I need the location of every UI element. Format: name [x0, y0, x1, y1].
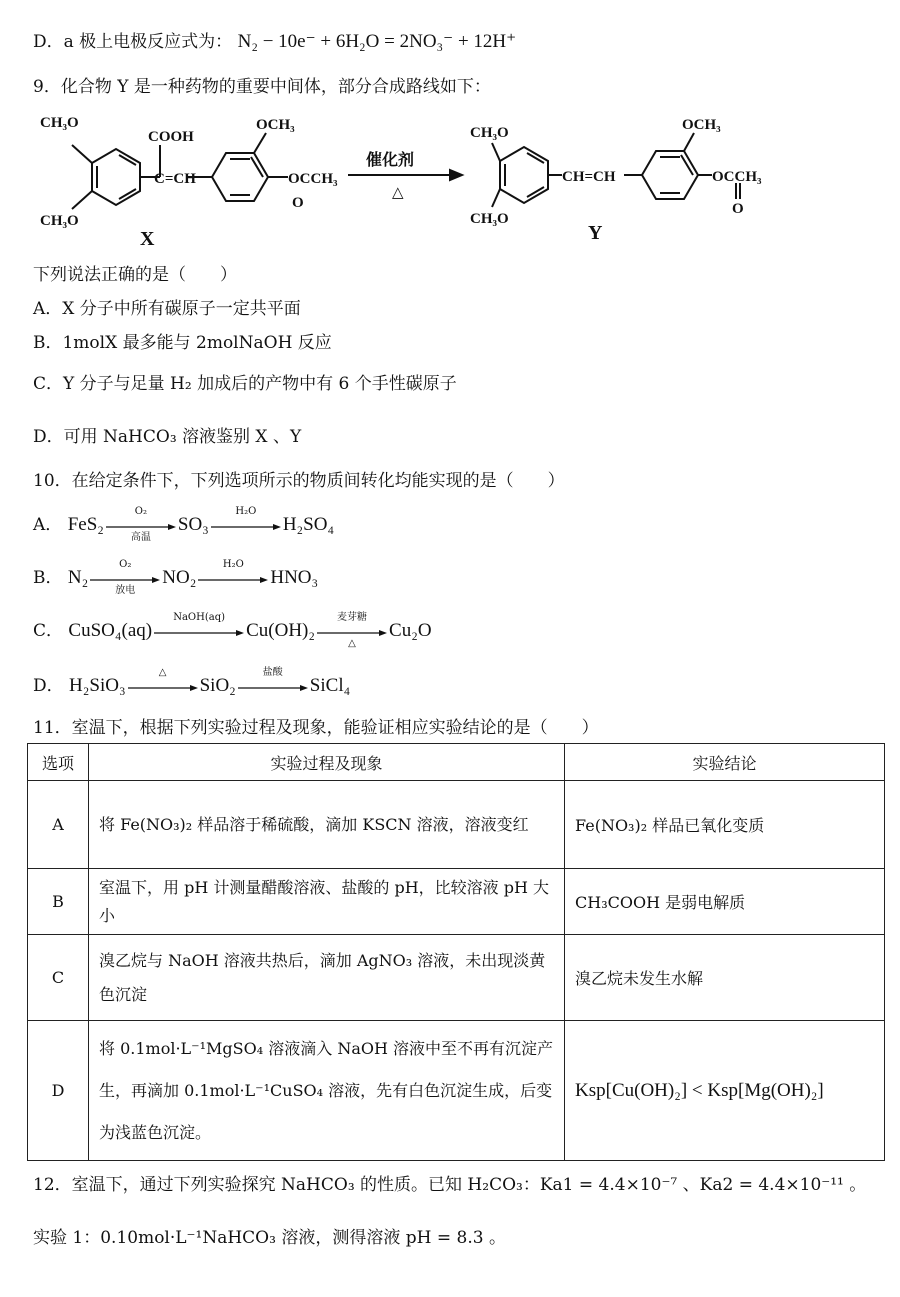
y-methoxy-bottom: CH₃O — [470, 211, 509, 227]
y-acetoxy: OCCH₃ — [712, 169, 762, 185]
y-benzene-ring-2 — [642, 151, 698, 199]
x-benzene-ring-1 — [92, 149, 140, 205]
q12-experiment-1: 实验 1：0.10mol·L⁻¹NaHCO₃ 溶液，测得溶液 pH = 8.3 。 — [33, 1228, 506, 1248]
reaction-arrow: O₂ 高温 — [106, 514, 176, 538]
reaction-arrow: 盐酸 — [238, 675, 308, 699]
label-y: Y — [588, 222, 603, 244]
header-option: 选项 — [28, 744, 89, 781]
q9-stem: 9．化合物 Y 是一种药物的重要中间体，部分合成路线如下： — [33, 77, 491, 97]
q12-stem: 12．室温下，通过下列实验探究 NaHCO₃ 的性质。已知 H₂CO₃：Ka1 = 4.4×10⁻⁷ 、Ka2 = 4.4×10⁻¹¹ 。 — [33, 1175, 867, 1195]
q10-stem: 10．在给定条件下，下列选项所示的物质间转化均能实现的是（ ） — [33, 471, 565, 491]
x-methoxy-top: CH₃O — [40, 115, 79, 131]
option-label: D． — [33, 32, 64, 52]
q9-option-c: C．Y 分子与足量 H₂ 加成后的产物中有 6 个手性碳原子 — [33, 374, 457, 394]
table-row: D 将 0.1mol·L⁻¹MgSO₄ 溶液滴入 NaOH 溶液中至不再有沉淀产生，再滴加 0.1mol·L⁻¹CuSO₄ 溶液，先有白色沉淀生成，后变为浅蓝色沉淀。 Ksp[Cu(OH)₂] < Ksp[Mg(OH)₂] — [28, 1021, 885, 1161]
q10-option-a: A． FeS₂ O₂ 高温 SO₃ H₂O H₂SO₄ — [33, 505, 335, 543]
q9-option-d: D．可用 NaHCO₃ 溶液鉴别 X 、Y — [33, 427, 302, 447]
header-process: 实验过程及现象 — [89, 744, 565, 781]
table-row: C 溴乙烷与 NaOH 溶液共热后，滴加 AgNO₃ 溶液，未出现淡黄色沉淀 溴乙烷未发生水解 — [28, 935, 885, 1021]
reaction-arrow: △ — [128, 675, 198, 699]
q9-option-a: A．X 分子中所有碳原子一定共平面 — [33, 299, 301, 319]
electrode-equation: N₂ − 10e⁻ + 6H₂O = 2NO₃⁻ + 12H⁺ — [237, 31, 517, 52]
reaction-arrow: H₂O — [211, 514, 281, 538]
q9-prompt: 下列说法正确的是（ ） — [33, 265, 237, 285]
condition-catalyst: 催化剂 — [366, 152, 415, 169]
q10-option-c: C． CuSO₄(aq) NaOH(aq) Cu(OH)₂ 麦芽糖 △ Cu₂O — [33, 611, 432, 649]
y-benzene-ring-1 — [500, 147, 548, 203]
experiment-table — [27, 743, 885, 1161]
q10-option-d: D． H₂SiO₃ △ SiO₂ 盐酸 SiCl₄ — [33, 674, 350, 699]
reaction-arrow: O₂ 放电 — [90, 567, 160, 591]
y-methoxy-top: CH₃O — [470, 125, 509, 141]
condition-heat: △ — [392, 185, 404, 201]
x-benzene-ring-2 — [212, 153, 268, 201]
y-carbonyl-o: O — [732, 201, 744, 217]
x-acetoxy: OCCH₃ — [288, 171, 338, 187]
table-header-row — [28, 744, 885, 781]
x-carboxyl: COOH — [148, 129, 194, 145]
reaction-arrow: H₂O — [198, 567, 268, 591]
reaction-arrow: NaOH(aq) — [154, 620, 244, 644]
x-methoxy-bottom: CH₃O — [40, 213, 79, 229]
reaction-arrow: 麦芽糖 △ — [317, 620, 387, 644]
header-conclusion: 实验结论 — [565, 744, 885, 781]
q10-option-b: B． N₂ O₂ 放电 NO₂ H₂O HNO₃ — [33, 558, 319, 596]
label-x: X — [140, 228, 155, 250]
y-vinylene: CH=CH — [562, 169, 616, 185]
x-vinyl: C=CH — [154, 171, 196, 187]
table-row: B 室温下，用 pH 计测量醋酸溶液、盐酸的 pH，比较溶液 pH 大小 CH₃COOH 是弱电解质 — [28, 869, 885, 935]
synthesis-scheme — [30, 103, 790, 253]
option-text: a 极上电极反应式为： — [63, 32, 233, 52]
x-carbonyl-o: O — [292, 195, 304, 211]
q11-stem: 11．室温下，根据下列实验过程及现象，能验证相应实验结论的是（ ） — [33, 718, 599, 738]
q9-option-b: B．1molX 最多能与 2molNaOH 反应 — [33, 333, 332, 353]
q8-option-d — [33, 30, 516, 54]
table-row: A 将 Fe(NO₃)₂ 样品溶于稀硫酸，滴加 KSCN 溶液，溶液变红 Fe(NO₃)₂ 样品已氧化变质 — [28, 781, 885, 869]
y-methoxy-ring2: OCH₃ — [682, 117, 721, 133]
x-methoxy-ring2: OCH₃ — [256, 117, 295, 133]
